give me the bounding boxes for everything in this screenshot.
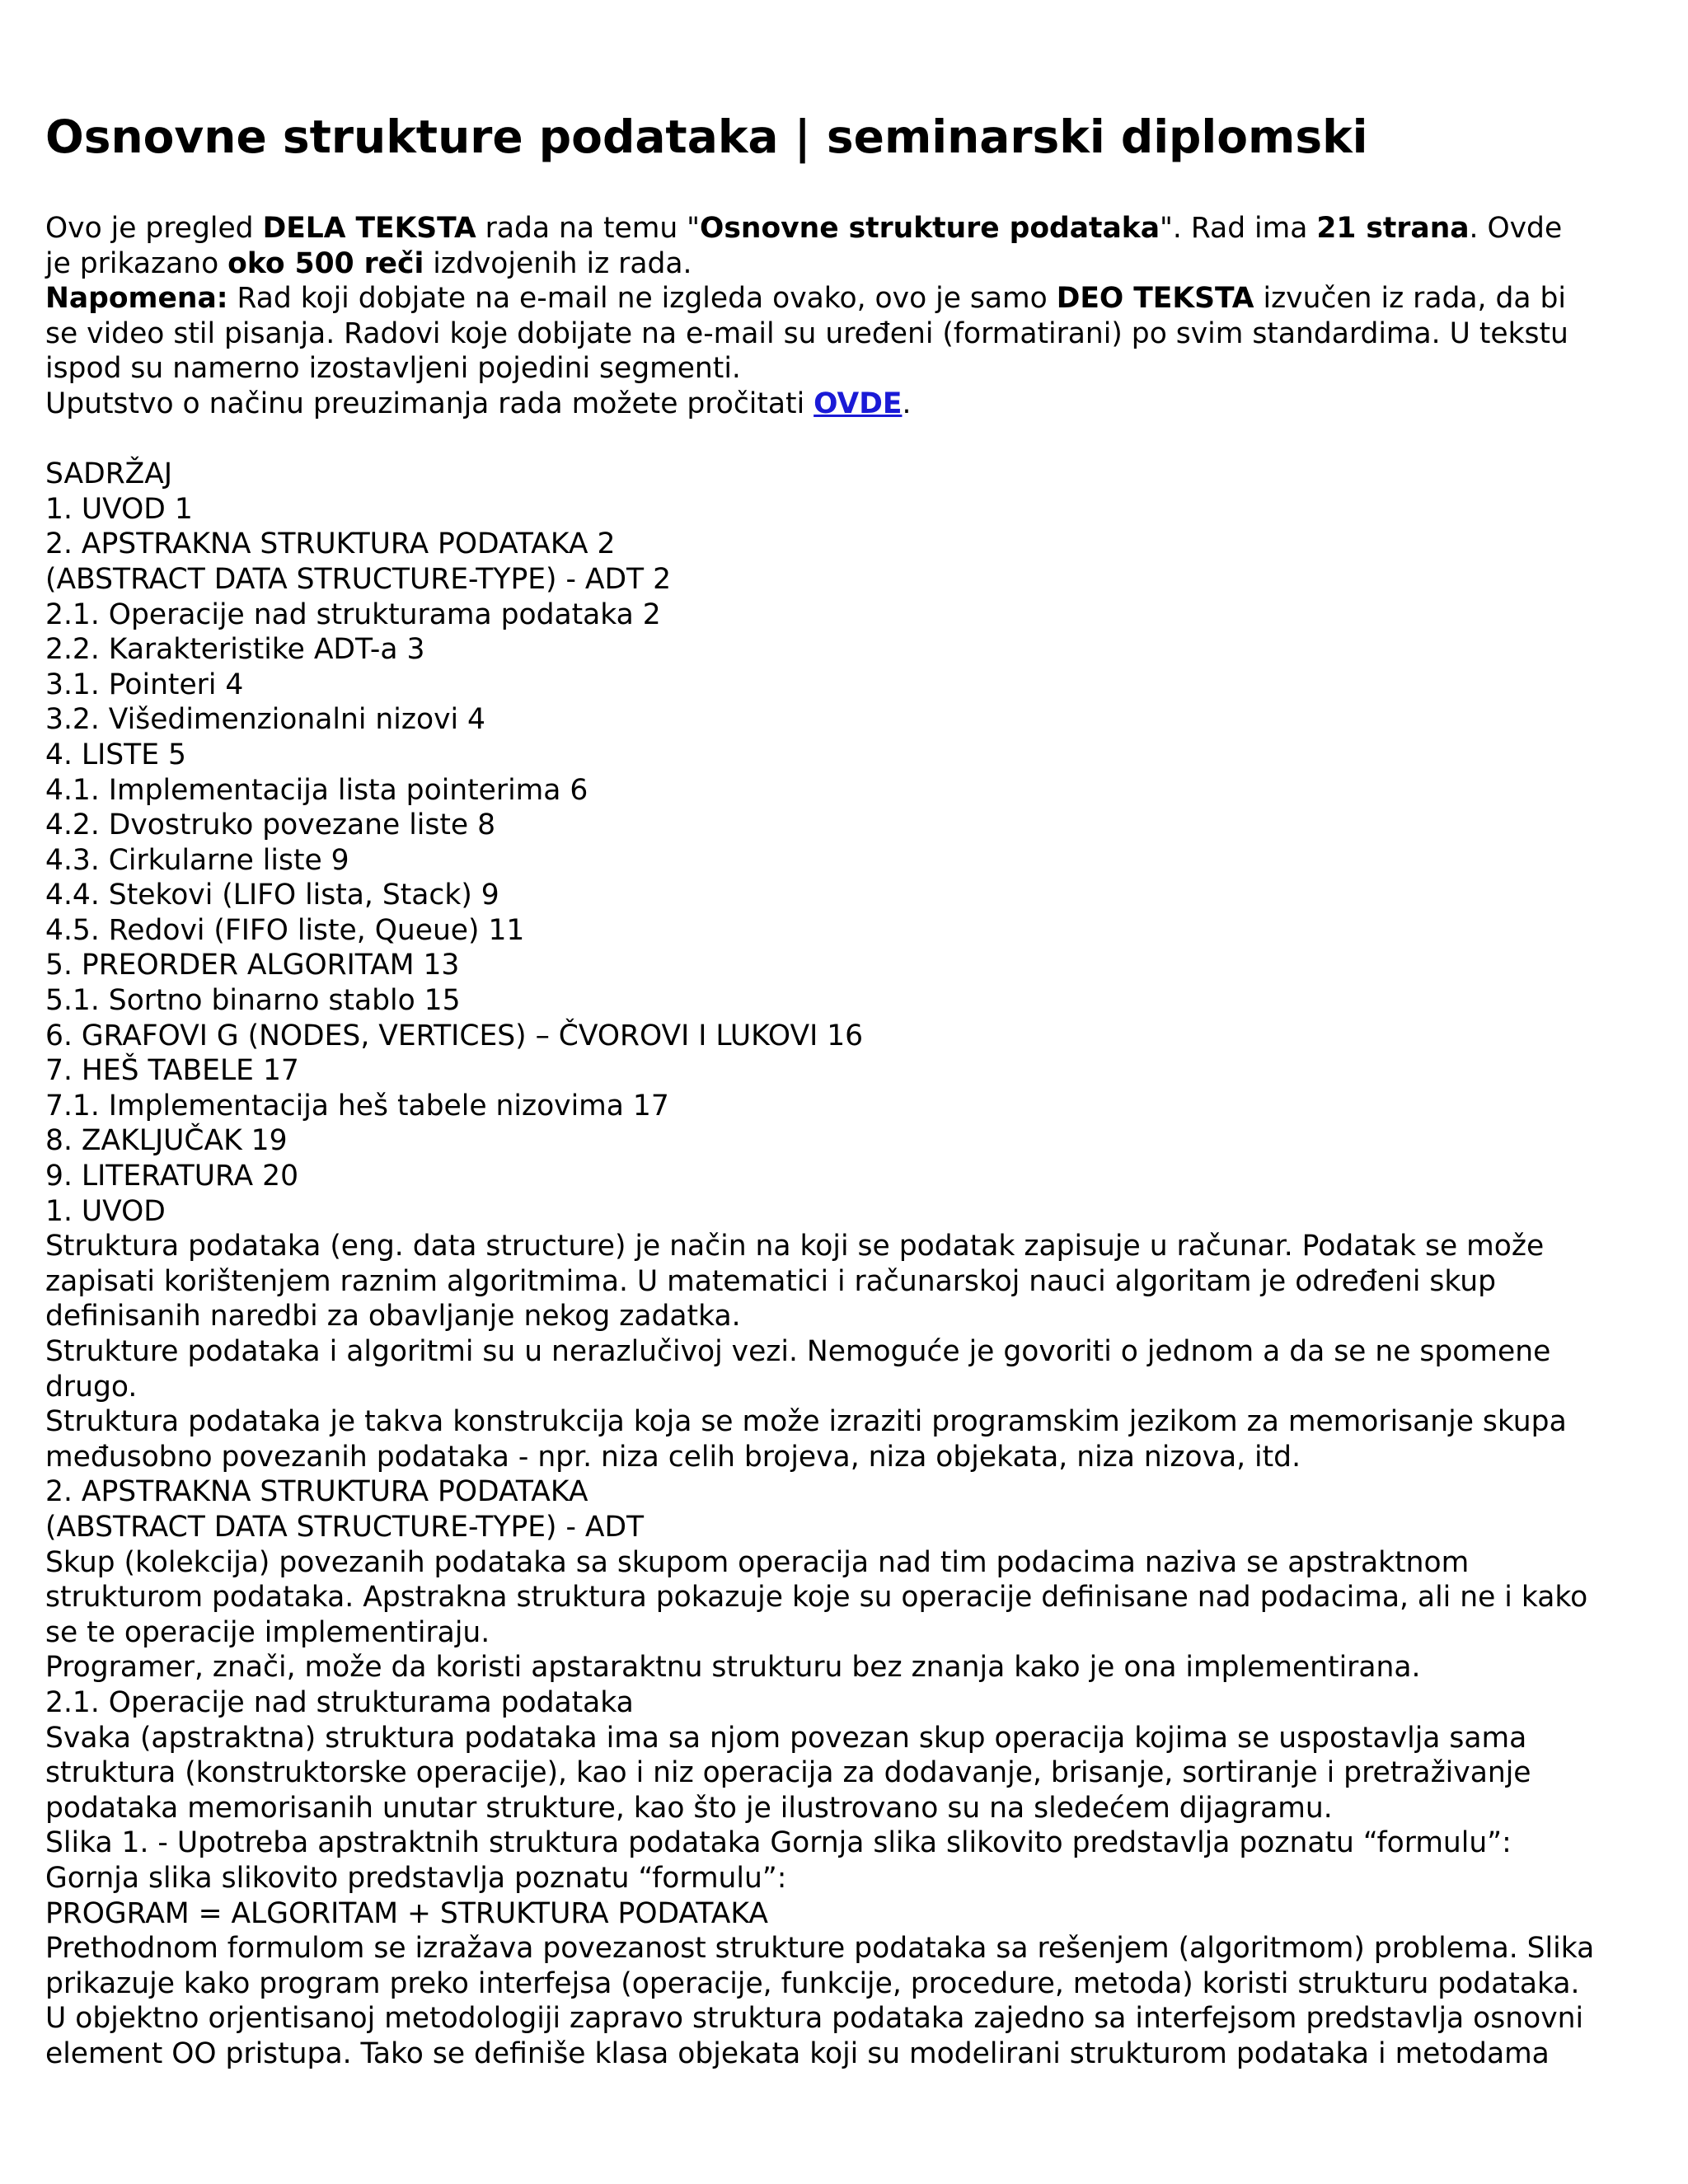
body-text-line: element OO pristupa. Tako se definiše klasa objekata koji su modelirani strukturom podataka i metodama [45, 2036, 1550, 2070]
body-text-line: zapisati korištenjem raznim algoritmima. U matematici i računarskoj nauci algoritam je određeni skup [45, 1264, 1497, 1298]
body-text-line: 2. APSTRAKNA STRUKTURA PODATAKA 2 [45, 527, 616, 561]
body-text-line: 2.1. Operacije nad strukturama podataka 2 [45, 598, 661, 631]
body-text-line: Programer, znači, može da koristi apstaraktnu strukturu bez znanja kako je ona implementirana. [45, 1651, 1421, 1685]
body-text-line: 2.2. Karakteristike ADT-a 3 [45, 633, 425, 667]
body-text-line: podataka memorisanih unutar strukture, kao što je ilustrovano su na sledećem dijagramu. [45, 1791, 1333, 1825]
intro-text: Uputstvo o načinu preuzimanja rada možete pročitati [45, 387, 814, 420]
body-text-line: Svaka (apstraktna) struktura podataka ima sa njom povezan skup operacija kojima se uspostavlja sama [45, 1721, 1527, 1755]
intro-text: ". Rad ima [1160, 212, 1317, 245]
document-body [45, 457, 1653, 2071]
body-text-line: struktura (konstruktorske operacije), kao i niz operacija za dodavanje, brisanje, sortiranje i pretraživanje [45, 1756, 1531, 1790]
body-text-line: 4.4. Stekovi (LIFO lista, Stack) 9 [45, 879, 499, 912]
intro-bold-text: DEO TEKSTA [1056, 282, 1254, 316]
download-instructions-link[interactable]: OVDE [814, 387, 903, 420]
body-text-line: 7. HEŠ TABELE 17 [45, 1054, 299, 1088]
body-text-line: Prethodnom formulom se izražava povezanost strukture podataka sa rešenjem (algoritmom) problema. Slika [45, 1932, 1595, 1966]
body-text-line: 8. ZAKLJUČAK 19 [45, 1124, 288, 1158]
body-text-line: 2.1. Operacije nad strukturama podataka [45, 1685, 634, 1719]
body-text-line: međusobno povezanih podataka - npr. niza celih brojeva, niza objekata, niza nizova, itd. [45, 1440, 1301, 1474]
intro-text: izdvojenih iz rada. [424, 246, 692, 280]
intro-text: Rad koji dobjate na e-mail ne izgleda ovako, ovo je samo [227, 282, 1057, 316]
intro-line-5: ispod su namerno izostavljeni pojedini segmenti. [45, 352, 741, 386]
intro-text: . [902, 387, 912, 420]
body-text-line: Strukture podataka i algoritmi su u nerazlučivoj vezi. Nemoguće je govoriti o jednom a da se ne spomene [45, 1335, 1551, 1368]
body-text-line: 1. UVOD 1 [45, 492, 193, 526]
body-text-line: 4.1. Implementacija lista pointerima 6 [45, 773, 588, 807]
body-text-line: 6. GRAFOVI G (NODES, VERTICES) – ČVOROVI I LUKOVI 16 [45, 1019, 864, 1052]
intro-bold-text: oko 500 reči [227, 246, 424, 280]
body-text-line: 5.1. Sortno binarno stablo 15 [45, 984, 461, 1018]
document-page [45, 105, 1653, 2071]
body-text-line: Slika 1. - Upotreba apstraktnih struktura podataka Gornja slika slikovito predstavlja poznatu “formulu”: [45, 1826, 1512, 1860]
body-text-line: 3.2. Višedimenzionalni nizovi 4 [45, 703, 486, 737]
intro-text: rada na temu " [476, 212, 701, 245]
page-title: Osnovne strukture podataka | seminarski diplomski [45, 110, 1368, 163]
body-text-line: 5. PREORDER ALGORITAM 13 [45, 949, 460, 982]
intro-line-1 [45, 211, 1653, 246]
intro-line-3 [45, 281, 1653, 316]
note-label: Napomena: [45, 282, 228, 316]
intro-section [45, 211, 1653, 422]
body-text-line: prikazuje kako program preko interfejsa (operacije, funkcije, procedure, metoda) koristi strukturu podataka. [45, 1966, 1580, 2000]
body-text-line: 7.1. Implementacija heš tabele nizovima 17 [45, 1089, 669, 1122]
body-text-line: SADRŽAJ [45, 457, 173, 491]
body-text-line: Struktura podataka (eng. data structure) je način na koji se podatak zapisuje u računar. Podatak se može [45, 1230, 1545, 1263]
section-gap [45, 422, 1653, 457]
body-text-line: definisanih naredbi za obavljanje nekog zadatka. [45, 1300, 741, 1333]
body-text-line: 4.3. Cirkularne liste 9 [45, 843, 349, 877]
body-text-line: strukturom podataka. Apstrakna struktura pokazuje koje su operacije definisane nad podacima, ali ne i kako [45, 1581, 1588, 1615]
body-text-line: Struktura podataka je takva konstrukcija koja se može izraziti programskim jezikom za memorisanje skupa [45, 1405, 1567, 1439]
body-text-line: Gornja slika slikovito predstavlja poznatu “formulu”: [45, 1861, 787, 1895]
body-text-line: 3.1. Pointeri 4 [45, 668, 244, 701]
body-text-line: 9. LITERATURA 20 [45, 1160, 299, 1193]
body-text-line: se te operacije implementiraju. [45, 1615, 490, 1649]
intro-line-6 [45, 387, 1653, 422]
intro-text: . Ovde [1469, 212, 1563, 245]
body-text-line: 4.5. Redovi (FIFO liste, Queue) 11 [45, 913, 525, 947]
body-text-line: drugo. [45, 1370, 138, 1404]
intro-bold-text: DELA TEKSTA [262, 212, 476, 245]
intro-bold-text: Osnovne strukture podataka [700, 212, 1160, 245]
body-text-line: (ABSTRACT DATA STRUCTURE-TYPE) - ADT [45, 1510, 645, 1544]
intro-line-2 [45, 246, 1653, 282]
body-text-line: PROGRAM = ALGORITAM + STRUKTURA PODATAKA [45, 1896, 768, 1930]
body-text-line: 1. UVOD [45, 1194, 166, 1228]
body-text-line: Skup (kolekcija) povezanih podataka sa skupom operacija nad tim podacima naziva se apstraktnom [45, 1545, 1470, 1579]
body-text-line: 4.2. Dvostruko povezane liste 8 [45, 808, 496, 842]
intro-text: je prikazano [45, 246, 228, 280]
body-text-line: (ABSTRACT DATA STRUCTURE-TYPE) - ADT 2 [45, 562, 672, 596]
intro-text: Ovo je pregled [45, 212, 263, 245]
body-text-line: 2. APSTRAKNA STRUKTURA PODATAKA [45, 1475, 588, 1509]
intro-line-4: se video stil pisanja. Radovi koje dobijate na e-mail su uređeni (formatirani) po svim standardima. U tekstu [45, 316, 1568, 350]
intro-text: izvučen iz rada, da bi [1254, 282, 1566, 316]
body-text-line: U objektno orjentisanoj metodologiji zapravo struktura podataka zajedno sa interfejsom predstavlja osnovni [45, 2002, 1584, 2036]
intro-bold-text: 21 strana [1316, 212, 1470, 245]
body-text-line: 4. LISTE 5 [45, 738, 186, 771]
